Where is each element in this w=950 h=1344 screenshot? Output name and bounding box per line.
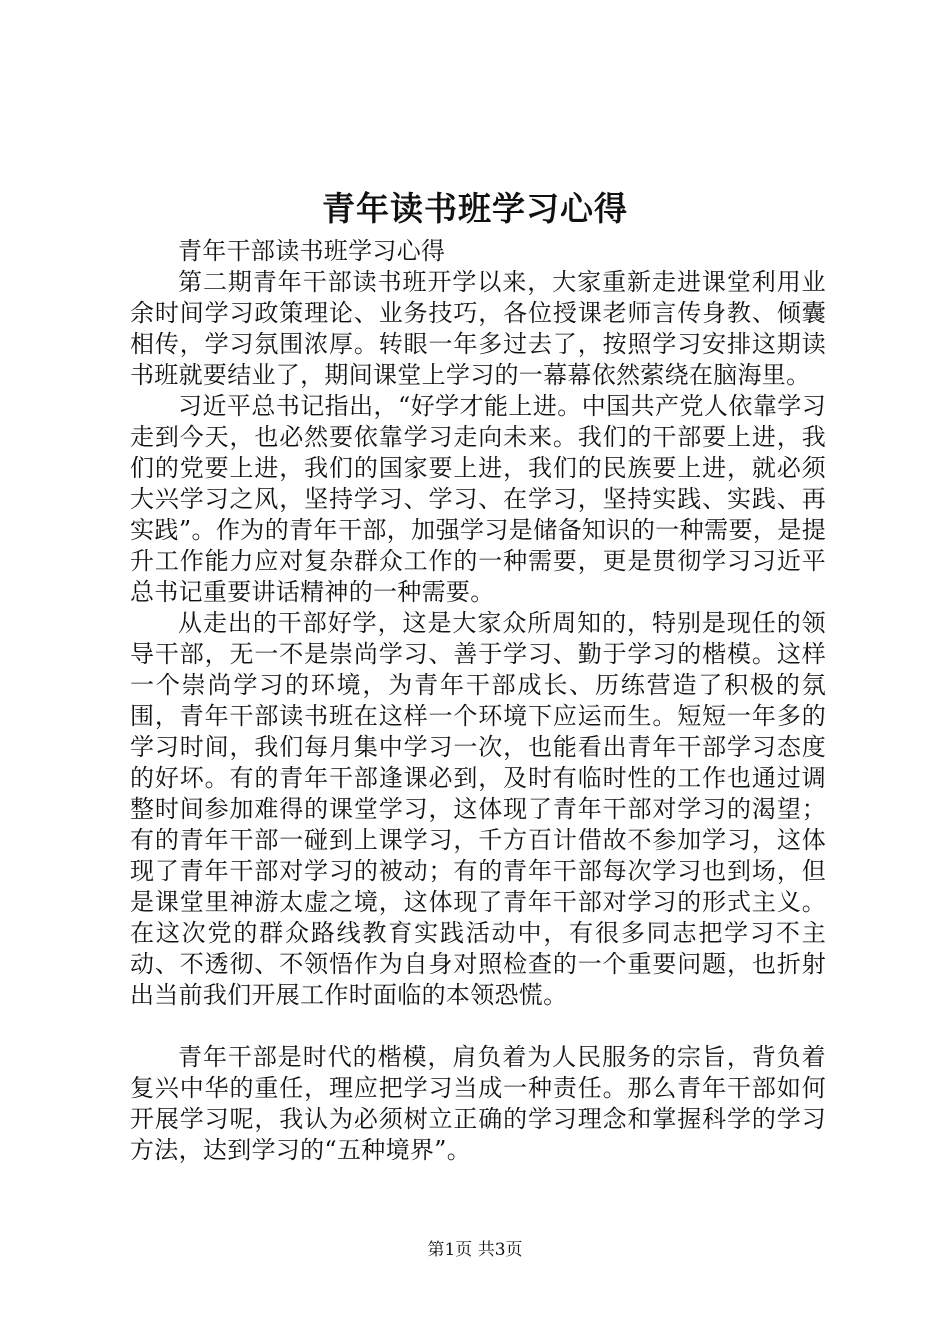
paragraph-subtitle: 青年干部读书班学习心得: [178, 237, 446, 265]
paragraph-environment: 从走出的干部好学，这是大家众所周知的，特别是现任的领导干部，无一不是崇尚学习、善于学习、勤于学习的楷模。这样一个崇尚学习的环境，为青年干部成长、历练营造了积极的氛围，青年干部读书班在这样一个环境下应运而生。短短一年多的学习时间，我们每月集中学习一次，也能看出青年干部学习态度的好坏。有的青年干部逢课必到，及时有临时性的工作也通过调整时间参加难得的课堂学习，这体现了青年干部对学习的渴望；有的青年干部一碰到上课学习，千方百计借故不参加学习，这体现了青年干部对学习的被动；有的青年干部每次学习也到场，但是课堂里神游太虚之境，这体现了青年干部对学习的形式主义。在这次党的群众路线教育实践活动中，有很多同志把学习不主动、不透彻、不领悟作为自身对照检查的一个重要问题，也折射出当前我们开展工作时面临的本领恐慌。: [130, 609, 826, 1009]
paragraph-responsibility: 青年干部是时代的楷模，肩负着为人民服务的宗旨，背负着复兴中华的重任，理应把学习当成一种责任。那么青年干部如何开展学习呢，我认为必须树立正确的学习理念和掌握科学的学习方法，达到学习的“五种境界”。: [130, 1043, 826, 1164]
paragraph-intro: 第二期青年干部读书班开学以来，大家重新走进课堂利用业余时间学习政策理论、业务技巧，各位授课老师言传身教、倾囊相传，学习氛围浓厚。转眼一年多过去了，按照学习安排这期读书班就要结业了，期间课堂上学习的一幕幕依然萦绕在脑海里。: [130, 268, 826, 389]
page-number-footer: 第1页 共3页: [427, 1240, 523, 1260]
document-title: 青年读书班学习心得: [322, 189, 628, 228]
paragraph-quote: 习近平总书记指出，“好学才能上进。中国共产党人依靠学习走到今天，也必然要依靠学习走向未来。我们的干部要上进，我们的党要上进，我们的国家要上进，我们的民族要上进，就必须大兴学习之风，坚持学习、学习、在学习，坚持实践、实践、再实践”。作为的青年干部，加强学习是储备知识的一种需要，是提升工作能力应对复杂群众工作的一种需要，更是贯彻学习习近平总书记重要讲话精神的一种需要。: [130, 392, 826, 606]
document-body: [130, 236, 826, 1166]
